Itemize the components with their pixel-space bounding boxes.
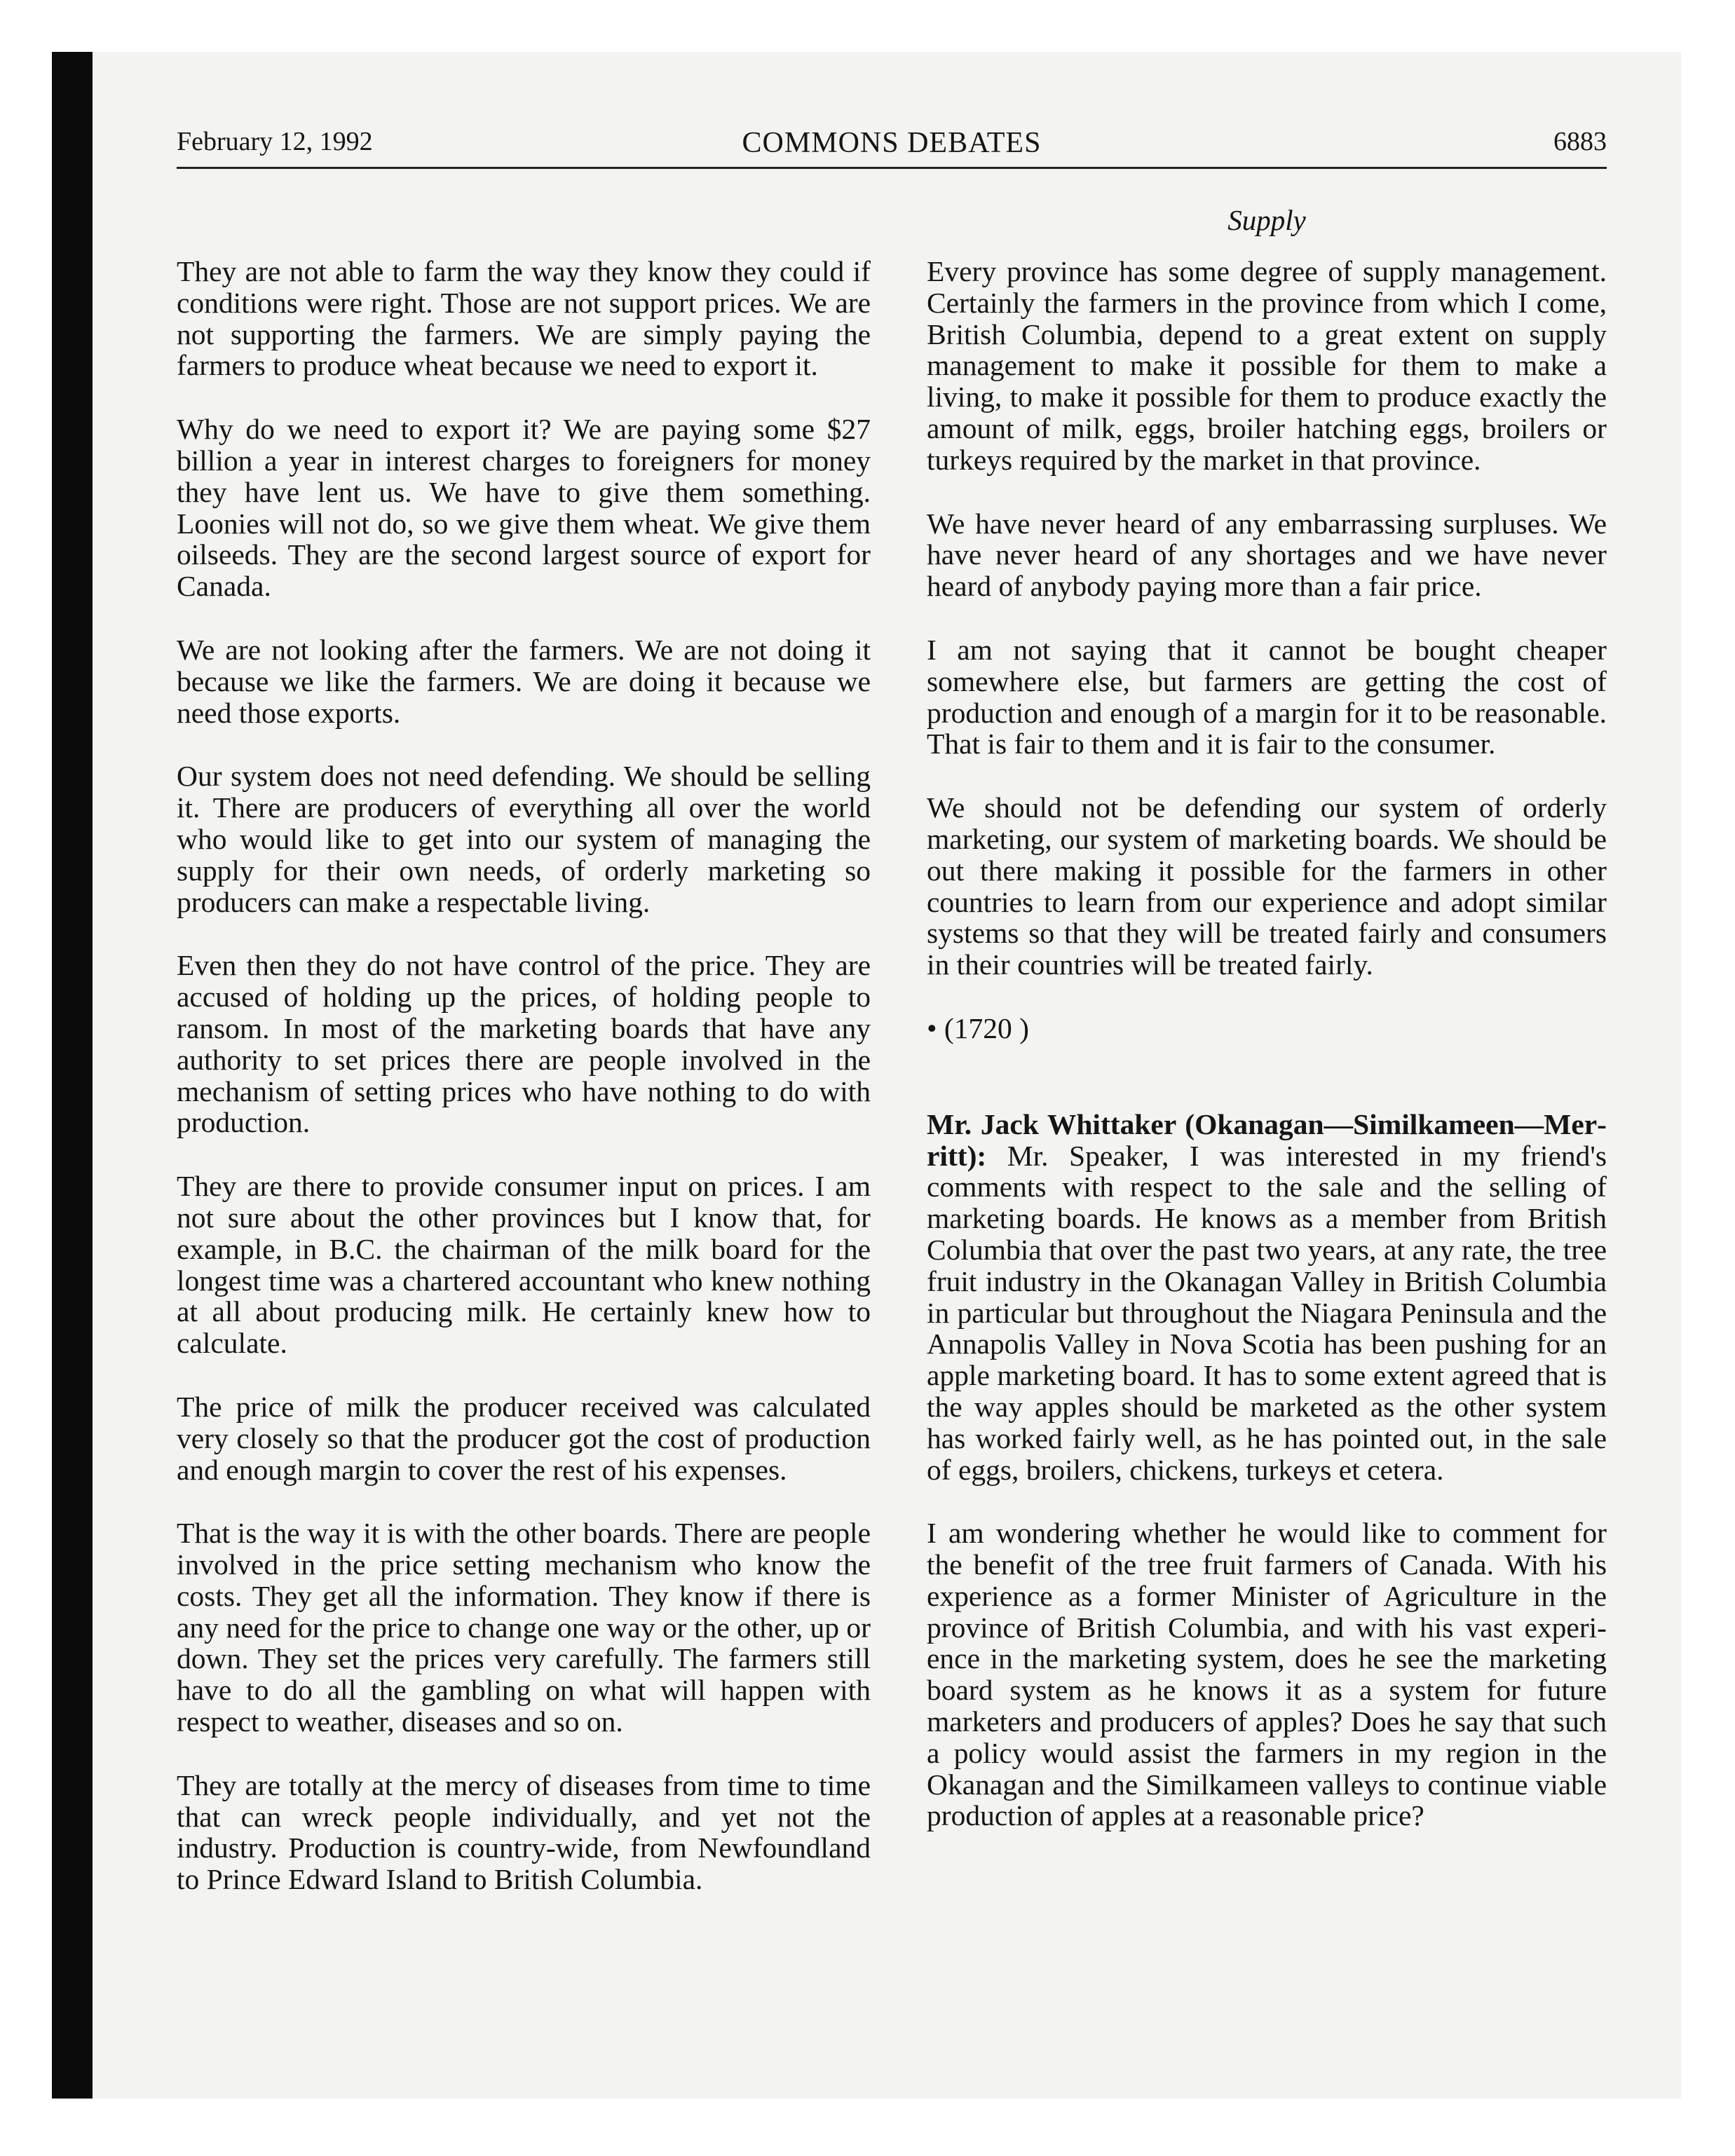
paragraph: We should not be defending our system of orderly marketing, our system of marketing boards. We should be out there making it possible for the farmers in other countries to learn from our experience and adopt similar systems so that they will be treated fairly and consumers in their countries will be treated fairly.	[927, 791, 1607, 981]
paragraph: They are there to provide consumer input on prices. I am not sure about the other provinces but I know that, for example, in B.C. the chairman of the milk board for the longest time was a chartered accountant who knew nothing at all about producing milk. He certainly knew how to calculate.	[177, 1170, 871, 1360]
paragraph: Every province has some degree of supply management. Certainly the farmers in the province from which I come, British Columbia, depend to a great extent on supply management to make it possible for them to make a living, to make it possible for them to produce exactly the amount of milk, eggs, broiler hatching eggs, broilers or turkeys required by the market in that province.	[927, 255, 1607, 476]
paragraph: I am wondering whether he would like to comment for the benefit of the tree fruit farmers of Canada. With his experience as a former Minister of Agriculture in the province of British Columbia, and with his vast experience in the marketing system, does he see the marketing board system as he knows it as a system for future marketers and producers of apples? Does he say that such a policy would assist the farmers in my region in the Okanagan and the Similkameen valleys to continue viable production of apples at a reasonable price?	[927, 1517, 1607, 1832]
paragraph: Why do we need to export it? We are paying some $27 billion a year in interest charges to foreigners for money they have lent us. We have to give them something. Loonies will not do, so we give them wheat. We give them oilseeds. They are the second largest source of export for Canada.	[177, 413, 871, 603]
paragraph: I am not saying that it cannot be bought cheaper somewhere else, but farmers are getting the cost of production and enough of a margin for it to be reasonable. That is fair to them and it is fair to the consumer.	[927, 633, 1607, 760]
paragraph: That is the way it is with the other boards. There are people involved in the price setting mechanism who know the costs. They get all the information. They know if there is any need for the price to change one way or the other, up or down. They set the prices very carefully. The farmers still have to do all the gambling on what will happen with respect to weather, diseases and so on.	[177, 1517, 871, 1738]
running-header	[177, 123, 1607, 167]
header-publication: COMMONS DEBATES	[742, 127, 1042, 159]
right-column	[927, 256, 1607, 1864]
paragraph: Our system does not need defending. We should be selling it. There are producers of everything all over the world who would like to get into our system of managing the supply for their own needs, of orderly marketing so producers can make a respectable living.	[177, 760, 871, 918]
paragraph: They are totally at the mercy of diseases from time to time that can wreck people individually, and yet not the industry. Production is country-wide, from Newfoundland to Prince Edward Island to British Columbia.	[177, 1768, 871, 1896]
timestamp-marker: • (1720 )	[927, 1011, 1029, 1044]
section-heading: Supply	[1227, 204, 1306, 236]
paragraph: The price of milk the producer received was calculated very closely so that the producer got the cost of production and enough margin to cover the rest of his expenses.	[177, 1390, 871, 1486]
left-column	[177, 256, 871, 1928]
paragraph: We have never heard of any embarrassing surpluses. We have never heard of any shortages and we have never heard of anybody paying more than a fair price.	[927, 507, 1607, 603]
header-rule	[177, 167, 1607, 169]
scan-edge	[52, 52, 93, 2099]
paragraph: We are not looking after the farmers. We are not doing it because we like the farmers. We are doing it because we need those exports.	[177, 633, 871, 729]
paragraph: Even then they do not have control of the price. They are accused of holding up the prices, of holding people to ransom. In most of the marketing boards that have any authority to set prices there are people involved in the mechanism of setting prices who have nothing to do with production.	[177, 949, 871, 1139]
speech-text: Mr. Speaker, I was interested in my friend's comments with respect to the sale and the selling of marketing boards. He knows as a member from British Columbia that over the past two years, at any rate, the tree fruit industry in the Okanagan Valley in British Columbia in particular but throughout the Niagara Peninsula and the Annapolis Valley in Nova Scotia has been pushing for an apple marketing board. It has to some extent agreed that is the way apples should be marketed as the other system has worked fairly well, as he has pointed out, in the sale of eggs, broilers, chickens, turkeys et cetera.	[927, 1139, 1607, 1486]
speech-paragraph	[927, 1109, 1607, 1486]
header-page-number: 6883	[1553, 127, 1607, 156]
speaker-name: Mr. Jack Whittaker (Okanagan—Similkameen—Merritt):	[927, 1107, 1607, 1172]
paragraph: They are not able to farm the way they know they could if conditions were right. Those are not support prices. We are not supporting the farmers. We are simply paying the farmers to produce wheat because we need to export it.	[177, 255, 871, 382]
header-date: February 12, 1992	[177, 127, 373, 156]
